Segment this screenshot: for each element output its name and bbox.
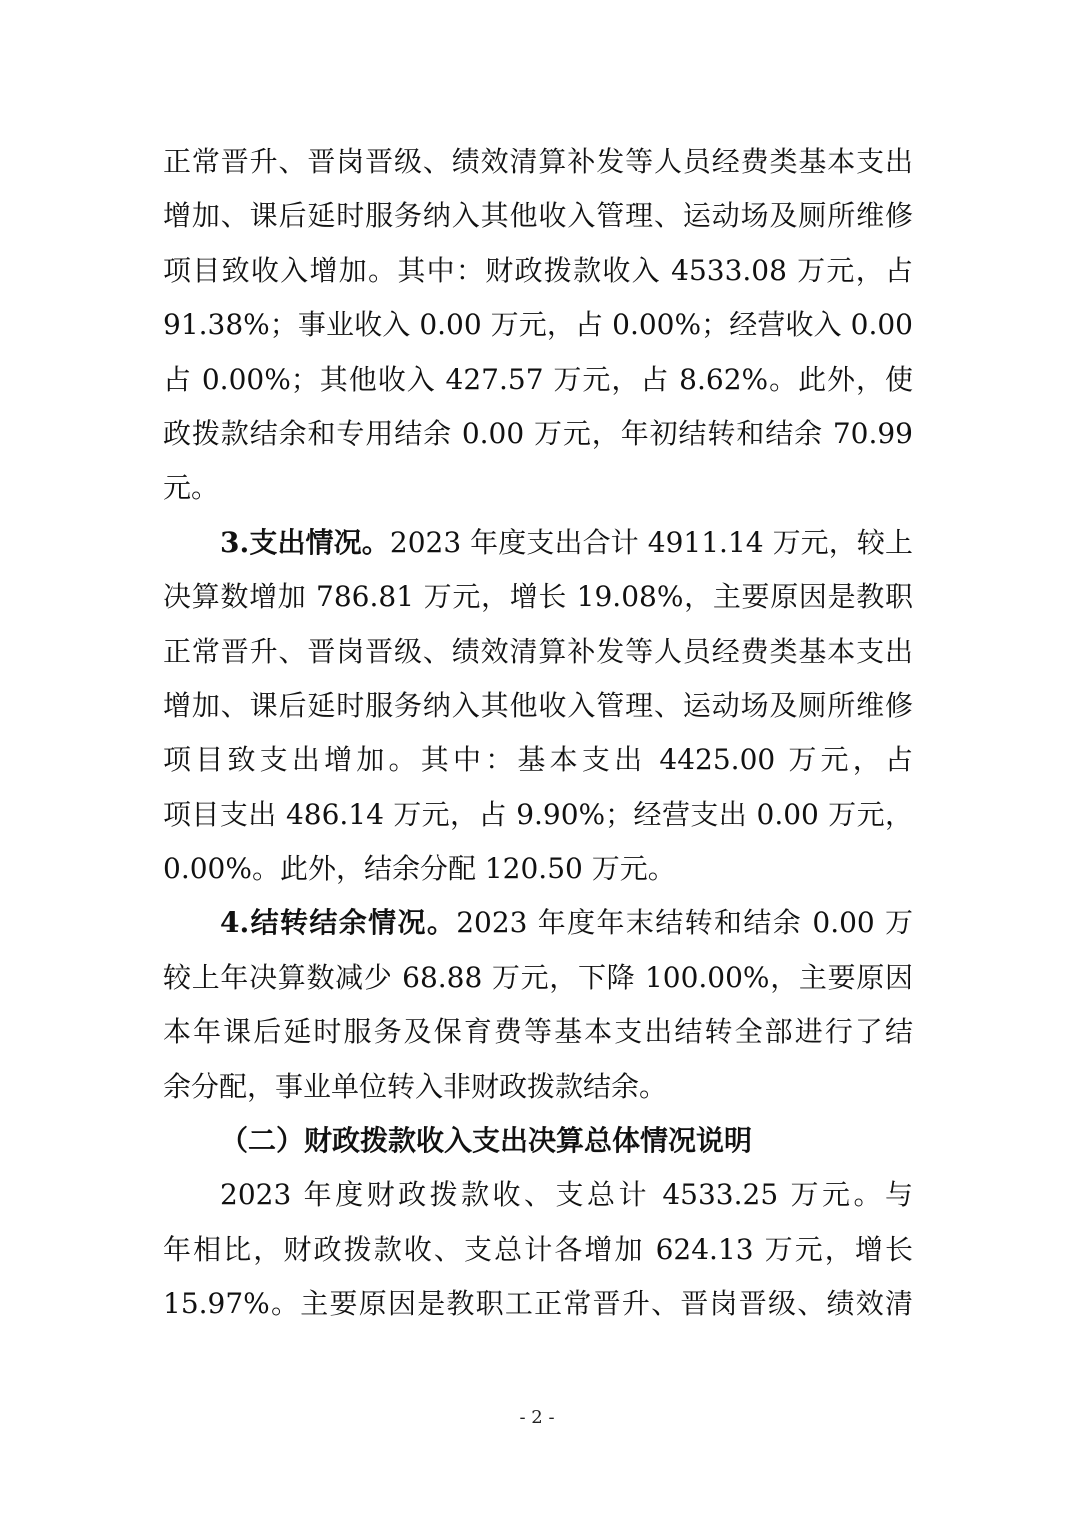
document-body <box>163 135 913 1332</box>
paragraph-lead: 3.支出情况。 <box>220 525 390 559</box>
text-line: 年相比，财政拨款收、支总计各增加 624.13 万元，增长 <box>163 1232 913 1266</box>
paragraph-fiscal-appropriation <box>163 1168 913 1331</box>
text-line: 项目支出 486.14 万元，占 9.90%；经营支出 0.00 万元， <box>163 797 913 831</box>
text-line: 较上年决算数减少 68.88 万元，下降 100.00%，主要原因 <box>163 960 913 994</box>
text-line: 占 0.00%；其他收入 427.57 万元，占 8.62%。此外，使 <box>163 362 913 396</box>
text-line: 正常晋升、晋岗晋级、绩效清算补发等人员经费类基本支出 <box>163 145 913 178</box>
text-line: 15.97%。主要原因是教职工正常晋升、晋岗晋级、绩效清 <box>163 1287 913 1321</box>
text-run: 2023 年度支出合计 4911.14 万元，较上 <box>389 525 913 559</box>
text-line: 增加、课后延时服务纳入其他收入管理、运动场及厕所维修 <box>163 199 913 233</box>
paragraph-lead: 4.结转结余情况。 <box>220 906 457 940</box>
text-line: 项目致支出增加。其中：基本支出 4425.00 万元，占 <box>163 743 913 777</box>
text-line: 决算数增加 786.81 万元，增长 19.08%，主要原因是教职 <box>163 580 913 614</box>
text-line: 项目致收入增加。其中：财政拨款收入 4533.08 万元，占 <box>163 253 913 287</box>
text-line <box>163 516 913 570</box>
page-number: - 2 - <box>519 1407 555 1428</box>
text-line: 元。 <box>163 471 220 505</box>
paragraph-expenditure <box>163 516 913 897</box>
section-heading: （二）财政拨款收入支出决算总体情况说明 <box>220 1124 753 1158</box>
text-line: 正常晋升、晋岗晋级、绩效清算补发等人员经费类基本支出 <box>163 634 913 668</box>
text-line <box>163 896 913 950</box>
text-run: 2023 年度年末结转和结余 0.00 万 <box>456 906 913 940</box>
text-line: 0.00%。此外，结余分配 120.50 万元。 <box>163 852 676 886</box>
text-line: 2023 年度财政拨款收、支总计 4533.25 万元。与 <box>220 1178 913 1212</box>
text-line: 本年课后延时服务及保育费等基本支出结转全部进行了结 <box>163 1015 913 1049</box>
text-line: 余分配，事业单位转入非财政拨款结余。 <box>163 1069 668 1103</box>
text-line: 91.38%；事业收入 0.00 万元，占 0.00%；经营收入 0.00 <box>163 308 913 342</box>
text-line: 增加、课后延时服务纳入其他收入管理、运动场及厕所维修 <box>163 688 913 722</box>
paragraph-carryover-balance <box>163 896 913 1114</box>
paragraph-income-continued <box>163 135 913 516</box>
text-line: 政拨款结余和专用结余 0.00 万元，年初结转和结余 70.99 <box>163 416 913 450</box>
